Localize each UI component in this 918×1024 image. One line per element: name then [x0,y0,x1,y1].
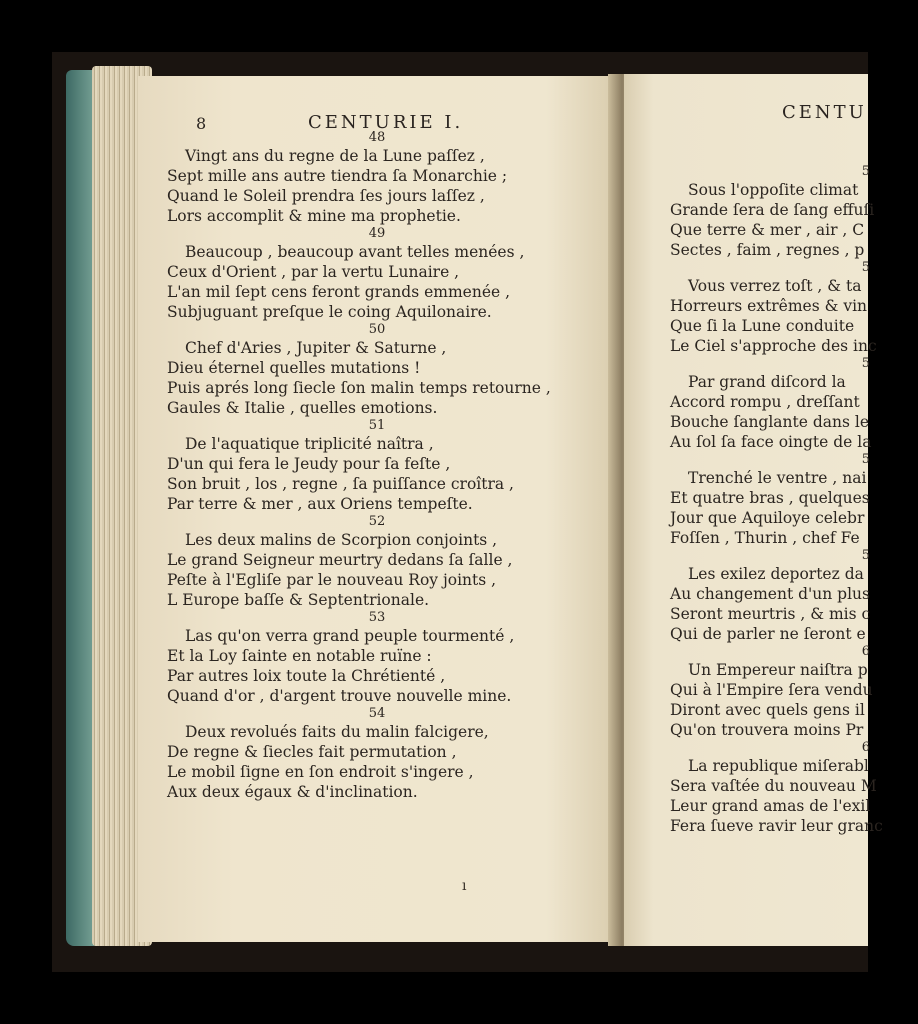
verse-line: Leur grand amas de l'exil [670,797,871,815]
verse-line: L'an mil ſept cens feront grands emmenée , [167,283,511,301]
verse-line: Un Empereur naiſtra p [688,661,868,679]
verse-line: Foſſen , Thurin , chef Fe [670,529,860,547]
quatrain [167,610,627,706]
quatrain-number: 5 [861,164,870,179]
verse-line: Qui à l'Empire ſera vendu [670,681,873,699]
quatrain-number: 6 [861,644,870,659]
verse-line: Subjuguant preſque le coing Aquilonaire. [167,303,492,321]
quatrain-number: 6 [861,740,870,755]
right-running-title: CENTU [782,102,867,123]
verse-line: Trenché le ventre , nai [688,469,867,487]
quatrain [670,164,875,260]
verse-line: Et la Loy ſainte en notable ruïne : [167,647,432,665]
verse-line: Peſte à l'Egliſe par le nouveau Roy joints , [167,571,497,589]
verse-line: Sept mille ans autre tiendra ſa Monarchie ; [167,167,508,185]
quatrain [670,644,873,740]
verse-line: Que ſi la Lune conduite [670,317,855,335]
verse-line: Deux revolués faits du malin falcigere, [185,723,489,741]
verse-line: Le mobil ſigne en ſon endroit s'ingere , [167,763,474,781]
verse-line: Gaules & Italie , quelles emotions. [167,399,438,417]
quatrain [167,130,627,226]
left-page-text [167,130,627,802]
verse-line: Par terre & mer , aux Oriens tempeſte. [167,495,473,513]
verse-line: Au ſol ſa face oingte de la [670,433,872,451]
quatrain [670,356,870,452]
verse-line: Et quatre bras , quelques [670,489,870,507]
verse-line: D'un qui fera le Jeudy pour ſa feſte , [167,455,451,473]
verse-line: Le grand Seigneur meurtry dedans ſa ſalle , [167,551,513,569]
verse-line: Vous verrez toſt , & ta [688,277,862,295]
quatrain-number: 53 [368,610,386,625]
quatrain-number: 5 [861,260,870,275]
verse-line: Le Ciel s'approche des inc [670,337,877,355]
quatrain-number: 49 [368,226,386,241]
verse-line: Au changement d'un plus [670,585,870,603]
verse-line: Quand le Soleil prendra ſes jours laſſez , [167,187,485,205]
verse-line: La republique miſerabl [688,757,869,775]
verse-line: Dieu éternel quelles mutations ! [167,359,421,377]
right-page-text [670,164,883,836]
verse-line: Horreurs extrêmes & vin [670,297,868,315]
verse-line: Vingt ans du regne de la Lune paſſez , [185,147,485,165]
verse-line: Son bruit , los , regne , ſa puiſſance croîtra , [167,475,514,493]
quatrain [670,452,870,548]
verse-line: Chef d'Aries , Jupiter & Saturne , [185,339,447,357]
quatrain [670,548,870,644]
quatrain-number: 54 [368,706,386,721]
verse-line: Que terre & mer , air , C [670,221,865,239]
verse-line: De regne & ſiecles fait permutation , [167,743,457,761]
verse-line: Par grand diſcord la [688,373,846,391]
quatrain [167,514,627,610]
verse-line: Bouche ſanglante dans le [670,413,870,431]
verse-line: Las qu'on verra grand peuple tourmenté , [185,627,515,645]
quatrain [670,740,883,836]
verse-line: Beaucoup , beaucoup avant telles menées , [185,243,525,261]
verse-line: Qu'on trouvera moins Pr [670,721,864,739]
verse-line: Diront avec quels gens il [670,701,865,719]
quatrain-number: 5 [861,548,870,563]
quatrain [167,226,627,322]
verse-line: Qui de parler ne ſeront e [670,625,866,643]
verse-line: Fera ſueve ravir leur granc [670,817,883,835]
verse-line: Sous l'oppoſite climat [688,181,859,199]
verse-line: Les deux malins de Scorpion conjoints , [185,531,498,549]
quatrain [167,322,627,418]
verse-line: Seront meurtris , & mis c [670,605,871,623]
quatrain-number: 48 [368,130,386,145]
verse-line: L Europe baſſe & Septentrionale. [167,591,430,609]
verse-line: Grande ſera de ſang effuſi [670,201,875,219]
verse-line: Jour que Aquiloye celebr [670,509,865,527]
page-number: 8 [196,114,207,133]
verse-line: Sera vaſtée du nouveau M [670,777,877,795]
quatrain-number: 50 [368,322,386,337]
verse-line: Sectes , faim , regnes , p [670,241,865,259]
quatrain-number: 5 [861,356,870,371]
verse-line: Quand d'or , d'argent trouve nouvelle mine. [167,687,512,705]
verse-line: De l'aquatique triplicité naîtra , [185,435,434,453]
verse-line: Ceux d'Orient , par la vertu Lunaire , [167,263,460,281]
quatrain [670,260,877,356]
right-page [624,74,883,946]
page-mark: ı [462,878,467,894]
verse-line: Aux deux égaux & d'inclination. [167,783,418,801]
verse-line: Lors accomplit & mine ma prophetie. [167,207,461,225]
quatrain-number: 51 [368,418,386,433]
photo-frame [52,52,883,972]
quatrain [167,418,627,514]
quatrain-number: 5 [861,452,870,467]
verse-line: Par autres loix toute la Chrétienté , [167,667,446,685]
running-title: CENTURIE I. [308,112,464,133]
verse-line: Les exilez deportez da [688,565,864,583]
quatrain [167,706,627,802]
verse-line: Puis aprés long ſiecle ſon malin temps retourne , [167,379,551,397]
quatrain-number: 52 [368,514,386,529]
verse-line: Accord rompu , dreſſant [670,393,860,411]
